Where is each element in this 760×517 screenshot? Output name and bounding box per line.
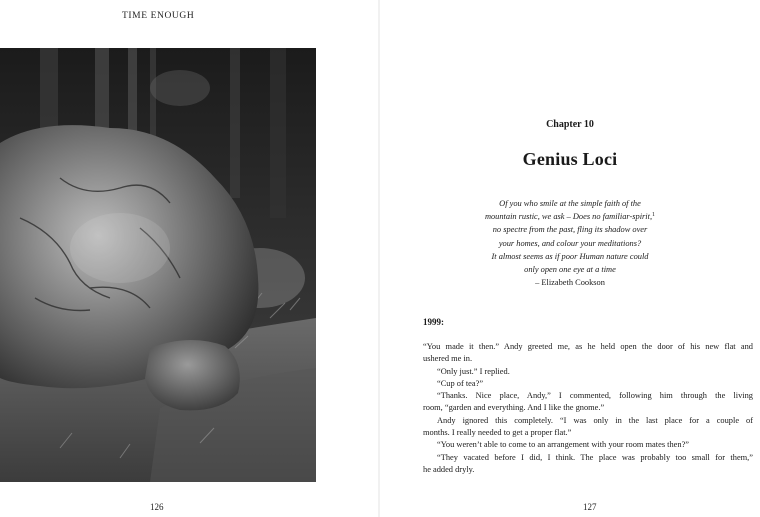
body-line: “Thanks. Nice place, Andy,” I commented, following him through the living [437, 391, 753, 401]
body-line: “They vacated before I did, I think. The place was probably too small for them,” [437, 452, 753, 462]
epigraph-line: It almost seems as if poor Human nature could [491, 251, 649, 261]
chapter-number: Chapter 10 [546, 119, 594, 130]
epigraph-line [440, 210, 700, 223]
body-line: Andy ignored this completely. “I was only in the last place for a couple of [437, 415, 753, 425]
footnote-mark: 1 [652, 212, 656, 219]
running-head: TIME ENOUGH [122, 11, 195, 21]
body-line: “Only just.” I replied. [437, 366, 510, 376]
epigraph-line: Of you who smile at the simple faith of the [499, 199, 641, 208]
epigraph-line-text: mountain rustic, we ask – Does no familiar-spirit, [484, 212, 653, 222]
page-number-left: 126 [150, 502, 164, 512]
body-text [423, 341, 753, 476]
body-line: he added dryly. [423, 464, 475, 474]
stone-photograph [0, 48, 316, 482]
left-page [0, 0, 378, 517]
epigraph-line: your homes, and colour your meditations? [498, 238, 642, 248]
body-line: ushered me in. [423, 354, 473, 364]
epigraph-line: no spectre from the past, fling its shadow over [492, 225, 648, 235]
body-line: room, “garden and everything. And I like the gnome.” [423, 403, 605, 413]
epigraph [440, 197, 700, 289]
chapter-title: Genius Loci [522, 149, 618, 169]
photo-stone-icon [0, 48, 316, 482]
right-page [380, 0, 760, 517]
epigraph-attribution: – Elizabeth Cookson [535, 278, 605, 288]
body-line: “You weren’t able to come to an arrangement with your room mates then?” [437, 440, 690, 450]
epigraph-line: only open one eye at a time [524, 265, 616, 275]
body-line: “You made it then.” Andy greeted me, as he held open the door of his new flat and [423, 342, 753, 351]
date-heading: 1999: [423, 317, 444, 327]
page-number-right: 127 [583, 502, 597, 512]
body-line: months. I really needed to get a proper flat.” [423, 428, 572, 438]
body-line: “Cup of tea?” [437, 378, 484, 388]
